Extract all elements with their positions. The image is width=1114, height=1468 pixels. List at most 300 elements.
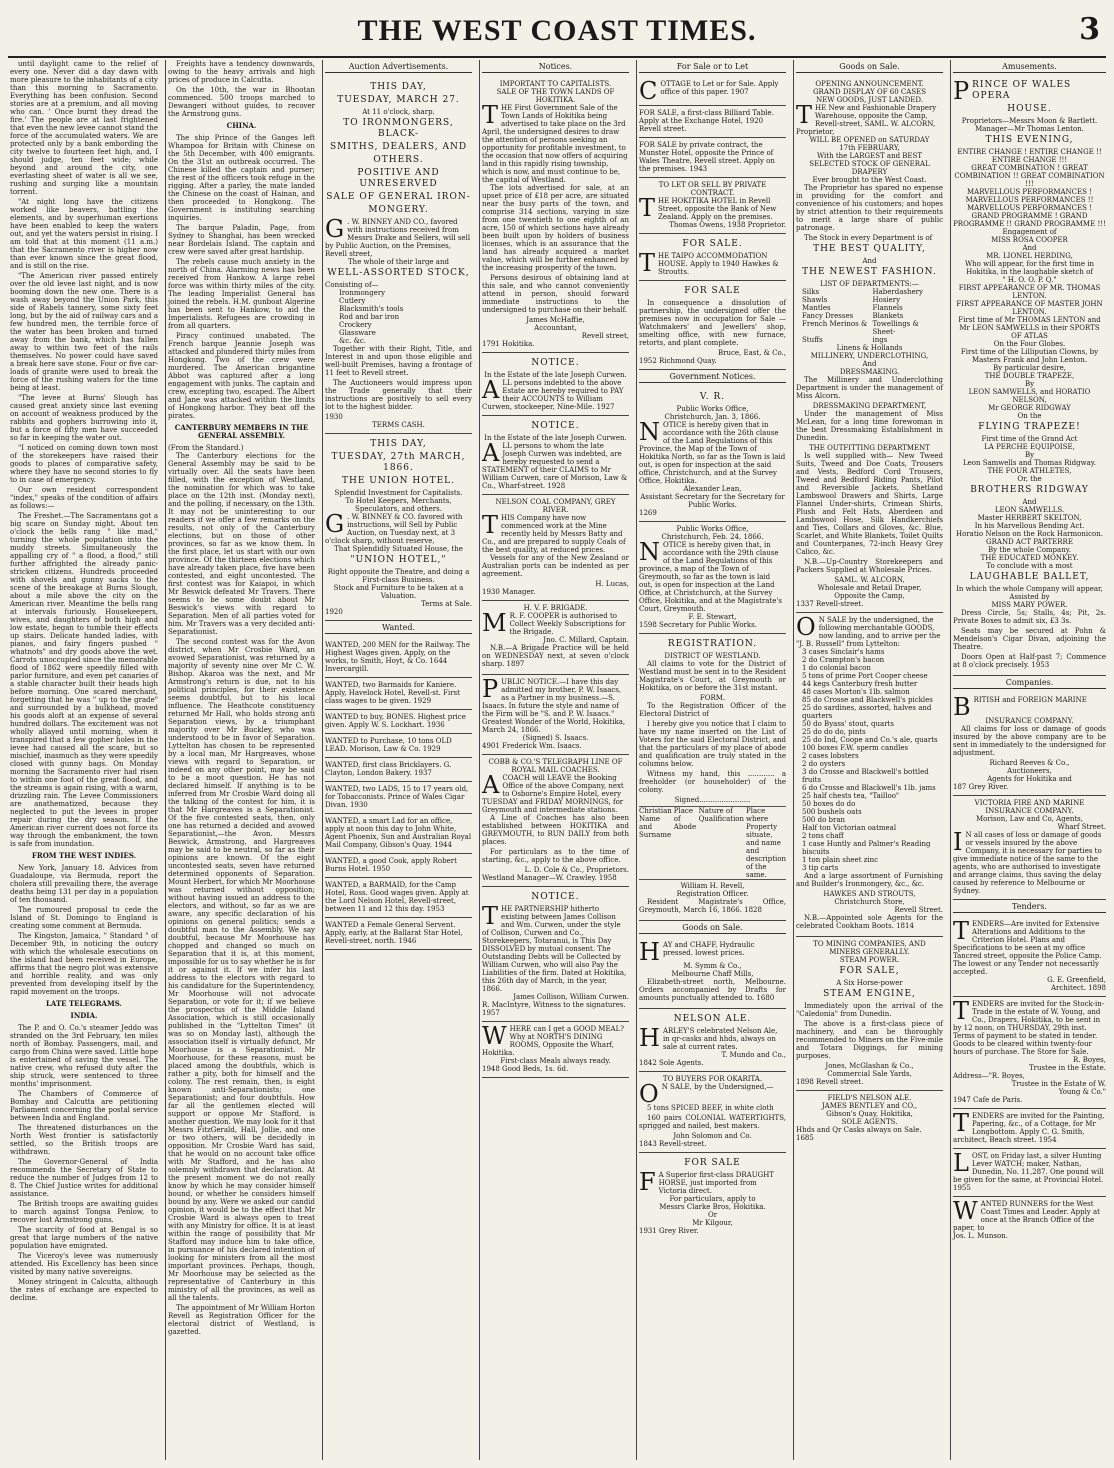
form-table: [639, 806, 786, 880]
ad-line: GREAT COMBINATION ! GREAT COMBINATION !! GREAT COMBINATION !!!: [954, 164, 1105, 188]
ad-signature: L. D. Cole & Co., Proprietors.: [524, 866, 629, 874]
ad-line: DISTRICT OF WESTLAND.: [664, 652, 761, 660]
ad-body: N all cases of loss or damage of goods or vessels insured by the above Company, it is necessary for parties to give immediate notice of the same to the agents, who are authorised to investigate and arrange claims, thus saving the delay caused by reference to Melbourne or Sydney.: [953, 831, 1102, 895]
ad-signature: Auctioneers,: [1007, 767, 1052, 775]
ad-body: N.B.—A Brigade Practice will be held on WEDNESDAY next, at seven o'clock sharp. 1897: [482, 644, 629, 668]
ad-signature: Commercial Sale Yards,: [827, 1070, 912, 1078]
drop-cap: T: [953, 917, 970, 945]
ad-signature: Or: [707, 1211, 718, 1219]
ad-line: TERMS CASH.: [372, 421, 425, 429]
ad-line: Christchurch, Feb. 24, 1866.: [661, 533, 764, 541]
ad-line: LEON SAMWELLS.: [994, 506, 1065, 514]
page-number: 3: [1079, 12, 1100, 47]
article-paragraph: The rumoured proposal to cede the Island of St. Domingo to England is creating some comment at Bermuda.: [10, 906, 158, 930]
article-paragraph: until daylight came to the relief of every one. Never did a day dawn with more pleasure to the inhabitants of a city than this morning to Sacramento. Everything has been confusion. Second stories are at a premium, and all moving who can. ' Once burnt they dread the fire.' The people are at last frightened that even the new levee cannot stand the force of the accumulated waters. We are protected only by a bank embording the city twelve to fourteen feet high, and, I should judge, ten feet wide; while beyond and around the city, one everlasting sheet of water is all we see, rushing and surging like a mountain torrent.: [10, 60, 158, 196]
ad-body: Elizabeth-street north, Melbourne. Orders accompanied by Drafts for amounts punctually attended to. 1680: [639, 978, 786, 1002]
section-heading: CHINA.: [226, 121, 257, 130]
notice-ad: [482, 353, 629, 416]
column-4: [479, 60, 631, 1460]
ad-body: Persons desirous of obtaining land at this sale, and who cannot conveniently attend in person, should forward immediate instructions to the undersigned to purchase on their behalf.: [482, 274, 629, 314]
drop-cap: H: [639, 938, 660, 966]
article-paragraph: "I noticed on coming down town most of the storekeepers have raised their goods to places of comparative safety, where they have no second stories to fly to in case of emergency.: [10, 444, 158, 484]
ad-line: And: [862, 360, 877, 368]
ad-body: OTICE is hereby given that in accordance with the 26th clause of the Land Regulations of this Province, the Map of the Town of Hokitika North, so far as the Town is laid out, is open for inspection at the said office, Christchurch, and at the Survey Office, Hokitika.: [639, 421, 786, 485]
ad-body: Resident Magistrate's Office, Greymouth, March 16, 1866. 1828: [639, 898, 786, 914]
department-list: [796, 288, 943, 344]
column-6: [793, 60, 945, 1460]
drop-cap: O: [639, 1080, 659, 1108]
ad-title: MINERS GENERALLY.: [829, 948, 910, 956]
ad-line: Wholesale and Retail Draper,: [817, 584, 922, 592]
ad-signature: Messrs Clarke Bros, Hokitika.: [659, 1203, 766, 1211]
ad-line: LAUGHABLE BALLET,: [969, 572, 1090, 582]
column-header: Tenders.: [953, 902, 1106, 913]
ad-line: WELL-ASSORTED STOCK,: [327, 268, 470, 278]
notice-ad: [482, 416, 629, 495]
ad-body: HERE can I get a GOOD MEAL? Why at NORTH'S DINING ROOMS, Opposite the Wharf, Hokitika.: [482, 1025, 625, 1057]
ad-body: The Stock in every Department is of: [804, 234, 933, 242]
ad-body: To the Registration Officer of the Electoral District of: [639, 702, 786, 718]
ad-body: HE First Government Sale of the Town Lands of Hokitika being advertised to take place on the 3rd April, the undersigned desires to draw the attention of persons seeking an opportunity for profitable investment, to the occasion that now offers of acquiring land in this rapidly rising township, which is now, and must continue to be, the capital of Westland.: [482, 104, 628, 184]
item-list: [796, 648, 943, 872]
list-item: Towellings & Sheet-: [872, 320, 919, 336]
ad-line: MARVELLOUS PERFORMANCES ! MARVELLOUS PERFORMANCES !! MARVELLOUS PERFORMANCES !: [965, 188, 1094, 212]
ad-line: FORM.: [699, 694, 726, 702]
ad-line: DRAPERY: [851, 168, 888, 176]
ad-body: . W. BINNEY AND CO., favored with instructions received from Messrs Drake and Sellers, will sell by Public Auction, on the Premises, Revell street,: [325, 218, 471, 258]
ad-line: By particular desire,: [993, 364, 1066, 372]
list-item: ings: [872, 336, 888, 344]
list-item: 50 boxes do do: [802, 800, 856, 808]
ad-body: HIS Company have now commenced work at the Mine recently held by Messrs Batty and Co., and are prepared to supply Coals of the best quality, at reduced prices.: [482, 514, 626, 554]
ad-number: 1898 Revell street.: [796, 1078, 864, 1086]
ad-line: A Six Horse-power: [836, 979, 903, 987]
column-header: Government Notices.: [639, 372, 786, 383]
drop-cap: W: [953, 1197, 978, 1225]
drop-cap: T: [482, 101, 499, 129]
provisions-ad: [796, 613, 943, 937]
ad-line: TUESDAY, 27th MARCH, 1866.: [331, 452, 466, 473]
ad-line: Revell Street.: [894, 906, 943, 914]
ad-title: IMPORTANT TO CAPITALISTS.: [499, 80, 612, 88]
ad-title: NOTICE.: [531, 421, 580, 431]
list-item: 2 tons chaff: [802, 832, 844, 840]
ad-signature: 1843 Revell-street.: [639, 1140, 707, 1148]
drop-cap: T: [953, 997, 970, 1025]
ad-line: Manager—Mr Thomas Lenton.: [975, 125, 1084, 133]
ad-title: VICTORIA FIRE AND MARINE: [974, 799, 1085, 807]
list-item: 1 do colonial bacon: [802, 664, 871, 672]
ad-body: AY and CHAFF, Hydraulic pressed. lowest prices.: [662, 941, 755, 957]
wanted-ad: WANTED a Female General Servent. Apply, early, at the Ballarat Star Hotel, Revell-street, north. 1946: [325, 918, 472, 950]
ad-body: For particulars as to the time of starting, &c., apply to the above office.: [482, 848, 629, 864]
ad-line: By: [1024, 380, 1035, 388]
list-item: Crockery: [339, 321, 372, 329]
ad-body: 5 tons SPICED BEEF, in white cloth: [647, 1104, 774, 1112]
wanted-ad: WANTED, a good Cook, apply Robert Burns Hotel. 1950: [325, 854, 472, 878]
list-item: 48 cases Morton's 1lb. salmon: [802, 688, 910, 696]
article-paragraph: The P. and O. Co.'s steamer Jeddo was stranded on the 3rd February, ten miles north of Bombay. Passengers, mail, and cargo from China were saved. Little hope is entertained of saving the vessel. The native crew, who refused duty after the ship struck, were sentenced to three months' imprisonment.: [10, 1024, 158, 1088]
ad-line: First time of the Grand Act: [981, 435, 1078, 443]
ad-number: 1337 Revell-street.: [796, 600, 864, 608]
ad-line: DRESSMAKING.: [839, 368, 900, 376]
ad-body: Doors Open at Half-past 7; Commence at 8 o'clock precisely. 1953: [953, 653, 1106, 669]
article-paragraph: The second contest was for the Avon district, when Mr Crosbie Ward, an avowed Separationist, was returned by a majority of seventy nine over Mr C. W. Bishop. Akaroa was the next, and Mr Armstrong's return is due, not to his political principles, for their existence seems doubtful, but to his local influence. The Heathcote constituency returned Mr Hall, who holds strong anti Separation views, by a triumphant majority over Mr Buckley, who was understood to be in favor of Separation. Lyttelton has chosen to be represented by a local man, Mr Hargreaves, whose views with regard to Separation, or indeed on any other point, may be said to be a moot question. He has not declared himself. If anything is to be inferred from Mr Crosbie Ward doing all the talking of the contest for him, it is that Mr Hargreaves is a Separationist. Of the five contested seats, then, only one has returned a decided and avowed Separationist,—the Avon. Messrs Beswick, Armstrong, and Hargreaves may be said to be neutral, so far as their opinions are known. Of the eight uncontested seats, seven have returned determined opponents of Separation. Mount Herbert, for which Mr Moorhouse was returned without opposition; without having issued an address to the electors, and without, so far as we are aware, any specific declaration of his opinions on general politics; sends a doubtful man to the Assembly. We say doubtful, because Mr Moorhouse has chopped and changed so much on Separation that it is, at this moment, impossible for us to say whether he is for it or against it. If we infer his last address to the electors with regard to his candidature for the Superintendency, Mr Moorhouse will not advocate Separation, or vote for it; if we believe the prospectus of the Middle Island Association, which is still occasionally published in the "Lyttelton Times" (it was so on Monday last), although the association itself is virtually defunct, Mr Moorhouse is a Separationist. Mr Moorhouse, for these reasons, must be placed among the doubtfuls, which is rather a pity, both for himself and the colony. The rest remain, then, is eight known anti-Separationists; one Separationist; and four doubtfuls. How far all the gentlemen elected will support or oppose Mr Stafford, is another question. We may look for it that Messrs FitzGerald, Hall, Jollie, and one or two others, will be decidedly in opposition. Mr Crosbie Ward has said, that he would on no account take office with Mr Stafford, and he has also solemnly withdrawn that declaration. At the present moment we do not really know by which he may consider himself bound, or whether he considers himself bound by any. Were we asked our candid opinion, it would be to the effect that Mr Crosbie Ward is always open to treat with any Ministry for office. It is at least within the range of possibility that Mr Stafford may induce him to take office, in pursuance of his declared intention of looking for ministers from all the most important provinces. Perhaps, though, Mr Moorhouse may be selected as the representative of Canterbury in this ministry of all the provinces, as well as all the talents.: [168, 638, 315, 1302]
drop-cap: W: [482, 1022, 507, 1050]
ad-title: INSURANCE COMPANY.: [985, 807, 1074, 815]
ad-line: MR. LIONEL HERDING,: [986, 252, 1073, 260]
article-paragraph: The rebels cause much anxiety in the north of China. Alarming news has been received from Hankow. A large rebel force was within thirty miles of the city. The leading Imperialist General has joined the rebels. H.M. gunboat Algerine has been sent to Hankow, to aid the Imperialists. Refugees are crowding in from all quarters.: [168, 258, 315, 330]
drop-cap: H: [639, 1024, 660, 1052]
ad-body: HE PARTNERSHIP hitherto existing between James Collison and Wm. Curwen, under the style of Collison, Curwen and Co., Storekeepers, Totaranui, is This Day DISSOLVED by mutual consent. The Outstanding Debts will be Collected by William Curwen, who will also Pay the Liabilities of the firm. Dated at Hokitika, this 26th day of March, in the year, 1866.: [482, 905, 627, 993]
list-item: Shawls: [802, 296, 828, 304]
ad-body: N SALE, by the Undersigned,—: [661, 1083, 774, 1091]
ad-line: HAWKES AND STROUTS,: [823, 890, 916, 898]
tender-ad: [953, 997, 1106, 1109]
ad-number: 1791 Hokitika.: [482, 340, 535, 348]
drop-cap: T: [796, 101, 813, 129]
ad-line: DRESSMAKING DEPARTMENT,: [812, 402, 927, 410]
ad-line: Christchurch, Jan. 3, 1866.: [664, 413, 761, 421]
ad-number: 1930 Manager.: [482, 588, 536, 596]
list-item: 500 bushels oats: [802, 808, 862, 816]
wanted-ad: WANTED, a smart Lad for an office, apply at noon this day to John White, Agent Phoenix, Sun and Australian Royal Mail Company, Gibson's Quay. 1944: [325, 814, 472, 854]
ad-line: STEAM ENGINE,: [823, 989, 916, 999]
ad-body: A Superior first-class DRAUGHT HORSE, just imported from Victoria direct.: [658, 1171, 774, 1195]
list-item: 6 do Crosse and Blackwell's 1lb. jams: [802, 784, 936, 792]
section-heading: CANTERBURY MEMBERS IN THE GENERAL ASSEMBLY.: [174, 423, 309, 440]
column-header: Goods on Sale.: [639, 923, 786, 934]
ad-line: In the Estate of the late Joseph Curwen.: [484, 434, 627, 442]
ad-body: ENDERS—Are invited for Extensive Alterations and Additions to the Criterion Hotel. Plans and Specifications to be seen at my office Tancred street, opposite the Police Camp. The lowest or any Tender not necessarily accepted.: [953, 920, 1102, 976]
notice-ad: [482, 1022, 629, 1078]
ad-title: STEAM POWER.: [839, 956, 900, 964]
theatre-ad: [953, 77, 1106, 676]
article-paragraph: The appointment of Mr William Horton Revell as Registration Officer for the electoral district of Westland, is gazetted.: [168, 1304, 315, 1336]
drop-cap: T: [953, 1109, 970, 1137]
sale-ad: [639, 178, 786, 234]
ad-title: NOTICE.: [531, 892, 580, 902]
drop-cap: P: [482, 675, 499, 703]
ad-line: SALE OF GENERAL IRON-: [326, 192, 471, 202]
ad-line: MISS ROSA COOPER: [991, 236, 1068, 244]
drop-cap: L: [953, 1149, 969, 1177]
list-item: 2 do Crampton's bacon: [802, 656, 885, 664]
ad-body: HE New and Fashionable Drapery Warehouse, opposite the Camp, Revell-street, SAML. W. ALCORN, Proprietor,: [796, 104, 937, 136]
ad-line: THE OUTFITTING DEPARTMENT: [809, 444, 930, 452]
ad-line: Terms at Sale.: [421, 600, 472, 608]
ad-title: RITISH and FOREIGN MARINE: [973, 696, 1087, 704]
ad-body: All claims to vote for the District of Westland must be sent in to the Resident Magistrate's Court, at Greymouth or Hokitika, on or before the 31st instant.: [639, 660, 786, 692]
ad-body: ARLEY'S celebrated Nelson Ale, in qr-casks and hhds, always on sale at current rates.: [662, 1027, 778, 1051]
ad-line: THE DOUBLE TRAPEZE,: [984, 372, 1075, 380]
ad-body: The Auctioneers would impress upon the Trade generally that their instructions are positively to sell every lot to the highest bidder.: [325, 379, 472, 411]
list-item: Glassware: [339, 329, 376, 337]
ad-body: Vessels for any of the New Zealand or Australian ports can be indented as per agreement.: [482, 554, 629, 578]
list-item: 3 cases Sinclair's hams: [802, 648, 885, 656]
ad-line: Linens & Hollands: [836, 344, 903, 352]
ad-body: COACH will LEAVE the Booking Office of the above Company, next to Osborne's Empire Hotel, every TUESDAY and FRIDAY MORNINGS, for Greymouth and intermediate stations.: [482, 774, 624, 814]
list-item: 50 do Byass' stout, quarts: [802, 720, 894, 728]
ad-body: All claims for loss or damage of goods insured by the above company are to be sent in immediately to the undersigned for adjustment.: [953, 725, 1106, 757]
ad-line: LA PERCHE EQUIPOISE,: [984, 443, 1075, 451]
ad-signature: Agents for Hokitika and: [987, 775, 1072, 783]
ad-signature: Jno. C. Millard, Captain.: [543, 636, 629, 644]
government-notice: [639, 634, 786, 921]
ad-signature: 1598 Secretary for Public Works.: [639, 621, 757, 629]
ad-number: 1947 Cafe de Paris.: [953, 1096, 1023, 1104]
sale-ad: FOR SALE, a first-class Billiard Table. Apply at the Exchange Hotel, 1920 Revell street.: [639, 106, 786, 138]
sale-ad: [639, 77, 786, 106]
ad-body: In consequence a dissolution of partnership, the undersigned offer the premises now in occupation for Sale — Watchmakers' and Jewellers' shop, smelting office, with new furnace, retorts, and plant complete.: [639, 299, 786, 347]
ad-line: Public Works Office,: [676, 525, 749, 533]
notice-ad: [482, 755, 629, 887]
drop-cap: A: [482, 376, 500, 404]
ad-line: On the Four Globes.: [993, 340, 1066, 348]
ad-body: I hereby give you notice that I claim to have my name inserted on the List of Voters for the said Electoral District, and that the particulars of my place of abode and qualification are truly stated in the columns below.: [639, 720, 786, 768]
ad-body: Together with their Right, Title, and Interest in and upon those eligible and well-built Premises, having a frontage of 11 feet to Revell street.: [325, 345, 472, 377]
list-item: Blacksmith's tools: [339, 305, 404, 313]
sale-ad: [639, 1072, 786, 1153]
ad-number: 1685: [796, 1134, 814, 1142]
ad-title: REGISTRATION.: [667, 639, 758, 649]
ad-signature: Thomas Owens, 1938 Proprietor.: [669, 221, 786, 229]
list-item: 2 do oysters: [802, 760, 846, 768]
ad-body: The Millinery and Underclothing Department is under the management of Miss Alcorn.: [796, 376, 943, 400]
ad-line: THE EDUCATED MONKEY.: [980, 554, 1079, 562]
article-paragraph: The Canterbury elections for the General Assembly may be said to be virtually over. All the seats have been filled, with the exception of Westland, the nomination for which was to take place on the 12th inst. (Monday next), and the polling, if necessary, on the 13th. It may not be uninteresting to our readers if we offer a few remarks on the results, not only of the Canterbury elections, but on those of other provinces, so far as we know them. In the first place, let us start with our own province. Of the thirteen elections which have already taken place, five have been contested, and eight uncontested. The first contest was for Kaiapoi, in which Mr Beswick defeated Mr Travers. There seems to be some doubt about Mr Beswick's views with regard to Separation. Men of all parties voted for him. Mr Travers was a very decided anti-Separationist.: [168, 452, 315, 636]
ad-line: LEON SAMWELLS, and HORATIO NELSON,: [968, 388, 1091, 404]
article-paragraph: The ship Prince of the Ganges left Whampoa for Britain with Chinese on the 5th December, with 400 emigrants. On the 31st an outbreak occurred. The Chinese killed the captain and purser; the rest of the officers took refuge in the rigging. After a parley, the mate landed the Chinese on the coast of Hainan, and then proceeded to Hongkong. The Government is instituting searching inquiries.: [168, 134, 315, 222]
column-3: [322, 60, 474, 1460]
ad-title: NELSON COAL COMPANY, GREY RIVER.: [495, 498, 616, 514]
ad-line: Hhds and Qr Casks always on Sale.: [796, 1126, 922, 1134]
list-item: 3 tip carts: [802, 864, 839, 872]
ad-line: Christchurch Store,: [834, 898, 905, 906]
ad-line: "UNION HOTEL,": [350, 555, 447, 565]
ad-number: 187 Grey River.: [953, 783, 1009, 791]
drop-cap: T: [639, 249, 656, 277]
ad-title: INSURANCE COMPANY.: [985, 717, 1074, 725]
section-subheading: INDIA.: [70, 1011, 98, 1020]
list-item: 100 boxes F.W. sperm candles: [802, 744, 909, 752]
ad-signature: Richard Reeves & Co.,: [989, 759, 1070, 767]
article-paragraph: The Chambers of Commerce of Bombay and Calcutta are petitioning Parliament concerning the postal service between India and England.: [10, 1090, 158, 1122]
wanted-ad: WANTED, a BARMAID, for the Camp Hotel, Ross. Good wages given. Apply at the Lord Nelson Hotel, Revell-street, between 11 and 12 this day. 1953: [325, 878, 472, 918]
article-paragraph: "At night long have the citizens worked like beavers, battling the elements, and by superhuman exertions have been enabled to keep the waters out, and yet the waters persist in rising. I am told that at this moment (11 a.m.) that the Sacramento river is higher now than ever known since the great flood, and is still on the rise.: [10, 198, 158, 270]
drop-cap: B: [953, 693, 971, 721]
ad-signature: John Solomon and Co.: [673, 1132, 752, 1140]
list-item: 5 tons of prime Port Cooper cheese: [802, 672, 928, 680]
list-item: Mantles: [802, 304, 831, 312]
list-item: Ironmongery: [339, 289, 386, 297]
list-item: French Merinos &: [802, 320, 868, 328]
ad-signature: (Signed) S. Isaacs.: [522, 734, 589, 742]
ad-line: Right opposite the Theatre, and doing a First-class Business.: [327, 568, 470, 584]
sale-ad: [639, 234, 786, 281]
table-header-cell: Place where Property situate, and name and description of the same.: [746, 807, 787, 879]
ad-line: GRAND PROGRAMME ! GRAND PROGRAMME !! GRAND PROGRAMME !!!: [953, 212, 1106, 228]
ad-body: N.B.—Up-Country Storekeepers and Packers Supplied at Wholesale Prices.: [796, 558, 943, 574]
ad-body: Immediately upon the arrival of the "Caledonia" from Dunedin.: [796, 1002, 943, 1018]
column-header: Notices.: [482, 62, 629, 73]
ad-line: GRAND ACT PARTERRE: [986, 538, 1073, 546]
ad-line: Morison, Law and Co, Agents,: [976, 815, 1083, 823]
ad-line: BROTHERS RIDGWAY: [970, 485, 1089, 495]
list-item: 1 case Huntly and Palmer's Reading biscuits: [802, 840, 931, 856]
ad-line: FIRST APPEARANCE OF MASTER JOHN LENTON.: [956, 300, 1103, 316]
drop-cap: T: [639, 194, 656, 222]
drop-cap: N: [639, 538, 660, 566]
ad-body: The Proprietor has spared no expense in providing for the comfort and convenience of his customers; and hopes by strict attention to their requirements to merit a large share of public patronage.: [796, 184, 943, 232]
drop-cap: T: [482, 511, 499, 539]
ad-line: SOLE AGENTS.: [841, 1118, 898, 1126]
ad-line: Splendid Investment for Capitalists.: [334, 489, 463, 497]
section-heading: FROM THE WEST INDIES.: [31, 851, 137, 860]
masthead: [0, 0, 1114, 52]
ad-signature: T. Mundo and Co.,: [721, 1051, 786, 1059]
ad-number: 1920: [325, 608, 343, 616]
drop-cap: P: [953, 77, 970, 105]
ad-title: NELSON ALE.: [673, 1014, 752, 1024]
ad-signature: Westland Manager—W. Crawley. 1958: [482, 874, 617, 882]
ad-line: In the Estate of the late Joseph Curwen.: [484, 371, 627, 379]
ad-number: 1931 Grey River.: [639, 1227, 699, 1235]
article-paragraph: On the 10th, the war in Bhootan commenced. 500 troops marched to Dewangeri without guides, to recover the Armstrong guns.: [168, 86, 315, 118]
ad-body: N.B.—Appointed sole Agents for the celebrated Cookham Boots. 1814: [796, 914, 943, 930]
article-paragraph: The threatened disturbances on the North West frontier is satisfactorily settled, so the British troops are withdrawn.: [10, 1124, 158, 1156]
article-paragraph: The scarcity of food at Bengal is so great that large numbers of the native population have emigrated.: [10, 1226, 158, 1250]
column-7: [950, 60, 1108, 1460]
ad-line: TUESDAY, MARCH 27.: [337, 95, 460, 105]
tender-ad: [953, 1109, 1106, 1149]
article-paragraph: "The levee at Burns' Slough has caused great anxiety since last evening on account of weakness produced by the rabbits and gophers burrowing into it, but a force of fifty men have succeeded so far in keeping the water out.: [10, 394, 158, 442]
ad-title: NOTICE.: [531, 358, 580, 368]
drop-cap: A: [482, 439, 500, 467]
ad-body: ENDERS are invited for the Stock-in-Trade in the estate of W. Young, and Co., Drapers, Hokitika, to be sent in by 12 noon, on THURSDAY, 29th inst. Terms of payment to be stated in tender. Goods to be cleared within twenty-four hours of purchase. The Store for Sale.: [953, 1000, 1105, 1056]
ad-title: FOR SALE.: [682, 239, 743, 249]
ad-line: THE NEWEST FASHION.: [802, 267, 937, 277]
ad-body: And a large assortment of Furnishing and Builder's Ironmongery, &c., &c.: [796, 872, 943, 888]
ad-line: Master HERBERT SKELTON,: [977, 514, 1082, 522]
ad-line: With the LARGEST and BEST SELECTED STOCK OF GENERAL: [809, 152, 930, 168]
ad-title: FOR SALE: [684, 286, 741, 296]
ad-body: OTICE is hereby given that, in accordance with the 29th clause of the Land Regulations of this province, a map of the Town of Greymouth, so far as the town is laid out, is open for inspection at the Land Office, at Christchurch, at the Survey Office, Hokitika, and at the Magistrate's Court, Greymouth.: [639, 541, 782, 613]
ad-line: MONGERY.: [368, 205, 429, 215]
ad-title: V. R.: [699, 392, 726, 402]
ad-signature: Assistant Secretary for the Secretary for Public Works.: [640, 493, 785, 509]
ad-signature: G. E. Greenfield,: [1047, 976, 1106, 984]
section-heading: LATE TELEGRAMS.: [46, 999, 122, 1008]
list-item: Blankets: [872, 312, 904, 320]
sale-ad: [639, 1153, 786, 1239]
ad-line: Leon Samwells and Thomas Ridgway.: [962, 459, 1097, 467]
article-paragraph: The Freshet.—The Sacramentans got a big scare on Sunday night. About ten o'clock the bells rang " like mad," turning the whole population into the muddy streets. Simultaneously the appalling cry of " a flood, a flood," still further affrighted the already panic-stricken citizens. Hundreds proceeded with shovels and gunny sacks to the scene of the breakage at Burns Slough, about a mile above the city on the American river. Meantime the bells rang at intervals furiously. Housekeepers, wives, and daughters of both high and low estate, began to tumble their effects up stairs. Delicate handed ladies, with pianos, and fairy fingers pushed " whatnots" and dry goods above the wet. Carrots unoccupied since the memorable flood of 1862 were speedily filled with parlor furniture, and even pet canaries of a stable character built their heads high before morning. One scared merchant, forgetting that he was " up to the grade" and surrounded by a bulkhead, moved his goods aloft at an expense of several hundred dollars. The excitement was not wholly allayed until morning, when it transpired that a few gopher holes in the levee had caused all the scare, but so mischief, inasmuch as they were speedily closed with gunny bags. On Monday morning the Sacramento river had risen to within one foot of the great flood, and the streams is again rising, with a warm, drizzling rain. The Levee Commissioners are anathematized, because they neglected to put the levees in proper repair during the dry season. If the American river current does not force its way through the embankment, the town is safe from inundation.: [10, 512, 158, 848]
ad-body: HE TAIPO ACCOMMODATION HOUSE. Apply to 1940 Hawkes & Stroutts.: [658, 252, 779, 276]
ad-title: H. V. F. BRIGADE.: [523, 604, 588, 612]
drop-cap: G: [325, 510, 345, 538]
ad-number: 1930: [325, 413, 343, 421]
ad-body: A Line of Coaches has also been established between HOKITIKA and GREYMOUTH, to RUN DAILY from both places.: [482, 814, 629, 846]
ad-line: POSITIVE AND UNRESERVED: [357, 168, 440, 189]
article-paragraph: Our own resident correspondent "index," speaks of the condition of affairs as follows:—: [10, 486, 158, 510]
list-item: 85 do Crosse and Blackwell's pickles: [802, 696, 933, 704]
ad-line: By the whole Company.: [988, 546, 1071, 554]
masthead-rule: [8, 56, 1106, 58]
ad-body: R. F. COOPER is authorised to Collect Weekly Subscriptions for the Brigade.: [509, 612, 626, 636]
ad-line: THIS DAY,: [370, 82, 427, 92]
column-5: [636, 60, 788, 1460]
list-item: Silks: [802, 288, 820, 296]
ad-line: WILL BE OPENED on SATURDAY: [809, 136, 930, 144]
wanted-ad: WANTED, two Barmaids for Kaniere. Apply, Havelock Hotel, Revell-st. First class wages to be given. 1929: [325, 678, 472, 710]
ad-line: THE BEST QUALITY,: [813, 244, 926, 254]
ad-title: FOR SALE,: [839, 966, 900, 976]
ad-body: Dress Circle, 5s; Stalls, 4s; Pit, 2s. Private Boxes to admit six, £3 3s.: [953, 609, 1106, 625]
drop-cap: G: [325, 215, 345, 243]
ad-signature: Trustee in the Estate.: [1029, 1064, 1106, 1072]
ad-title: FIELD'S NELSON ALE.: [827, 1094, 912, 1102]
ad-line: In which the whole Company will appear, Assisted by: [956, 585, 1103, 601]
ad-line: Engagement of: [1002, 228, 1057, 236]
ad-title: TO BUYERS FOR OKARITA.: [662, 1075, 763, 1083]
article-paragraph: Piracy continued unabated. The French barque Jeannie Joseph was attacked and plundered thirty miles from Hongkong. Two of the crew were murdered. The American brigantine Abbot was captured after a long engagement with junks. The captain and crew, excepting two, escaped. The Albert and Jane was attacked within the limits of Hongkong harbor. They beat off the pirates.: [168, 332, 315, 420]
drop-cap: A: [482, 771, 500, 799]
wanted-ad: WANTED, two LADS, 15 to 17 years old, for Tobacconists. Prince of Wales Cigar Divan. 1930: [325, 782, 472, 814]
ad-signature: William H. Revell,: [680, 882, 745, 890]
item-list: [325, 289, 472, 345]
ad-line: Consisting of—: [325, 281, 379, 289]
engine-ad: [796, 937, 943, 1091]
ad-body: LL persons indebted to the above Estate are hereby required to PAY their ACCOUNTS to William Curwen, stockeeper, Nine-Mile. 1927: [482, 379, 624, 411]
notice-ad: [482, 675, 629, 755]
ad-line: FIRST APPEARANCE OF MR. THOMAS LENTON.: [958, 284, 1101, 300]
article-paragraph: The Kingston, Jamaica, " Standard " of December 9th, in noticing the outcry with which the wholesale executions on the island had been received in Europe, affirms that the negro plot was extensive and horrible reality, and was only prevented from developing itself by the rapid movement on the troops.: [10, 932, 158, 996]
drop-cap: F: [639, 1168, 656, 1196]
ad-title: NEW GOODS, JUST LANDED.: [816, 96, 923, 104]
ale-ad: [796, 1091, 943, 1146]
newspaper-title: THE WEST COAST TIMES.: [357, 14, 757, 47]
ad-line: MILLINERY, UNDERCLOTHING,: [810, 352, 929, 360]
list-item: Hosiery: [872, 296, 901, 304]
ad-number: 1269: [639, 509, 657, 517]
drop-cap: M: [482, 609, 507, 637]
ad-line: Opposite the Camp,: [834, 592, 905, 600]
ad-line: By: [1024, 451, 1035, 459]
ad-line: " H. O. O. P. Q.": [1002, 276, 1057, 284]
ad-line: For particulars, apply to: [669, 1195, 756, 1203]
table-header-cell: Nature of Qualification: [698, 807, 745, 823]
ad-signature: 1952 Richmond Quay.: [639, 357, 717, 365]
wanted-ad: [953, 1197, 1106, 1244]
newspaper-columns: [8, 60, 1108, 1460]
ad-signature: Melbourne Chaff Mills,: [671, 970, 754, 978]
ad-line: Who will appear, for the first time in Hokitika, in the laughable sketch of: [964, 260, 1095, 276]
ad-signature: H. Lucas,: [595, 580, 629, 588]
ad-body: ANTED RUNNERS for the West Coast Times and Leader. Apply at once at the Branch Office of the paper, to: [953, 1200, 1100, 1232]
ad-title: RINCE OF WALES OPERA: [972, 80, 1072, 101]
article-paragraph: The barque Paladin, Page, from Sydney to Shanghai, has been wrecked near Bordelais Island. The captain and crew were saved after great hardship.: [168, 224, 315, 256]
table-header-cell: Place of Abode: [673, 807, 697, 831]
ad-body: . W. BINNEY & CO. favored with instructions, will Sell by Public Auction, on Tuesday next, at 3 o'clock sharp, without reserve,: [325, 513, 463, 545]
ad-body: OTTAGE to Let or for Sale. Apply office of this paper. 1907: [660, 80, 779, 96]
insurance-ad: [953, 796, 1106, 900]
column-header: Amusements.: [953, 62, 1106, 73]
list-item: Haberdashery: [872, 288, 923, 296]
notice-ad: [482, 601, 629, 675]
article-paragraph: Money stringent in Calcutta, although the rates of exchange are expected to decline.: [10, 1278, 158, 1302]
tender-ad: [953, 917, 1106, 997]
